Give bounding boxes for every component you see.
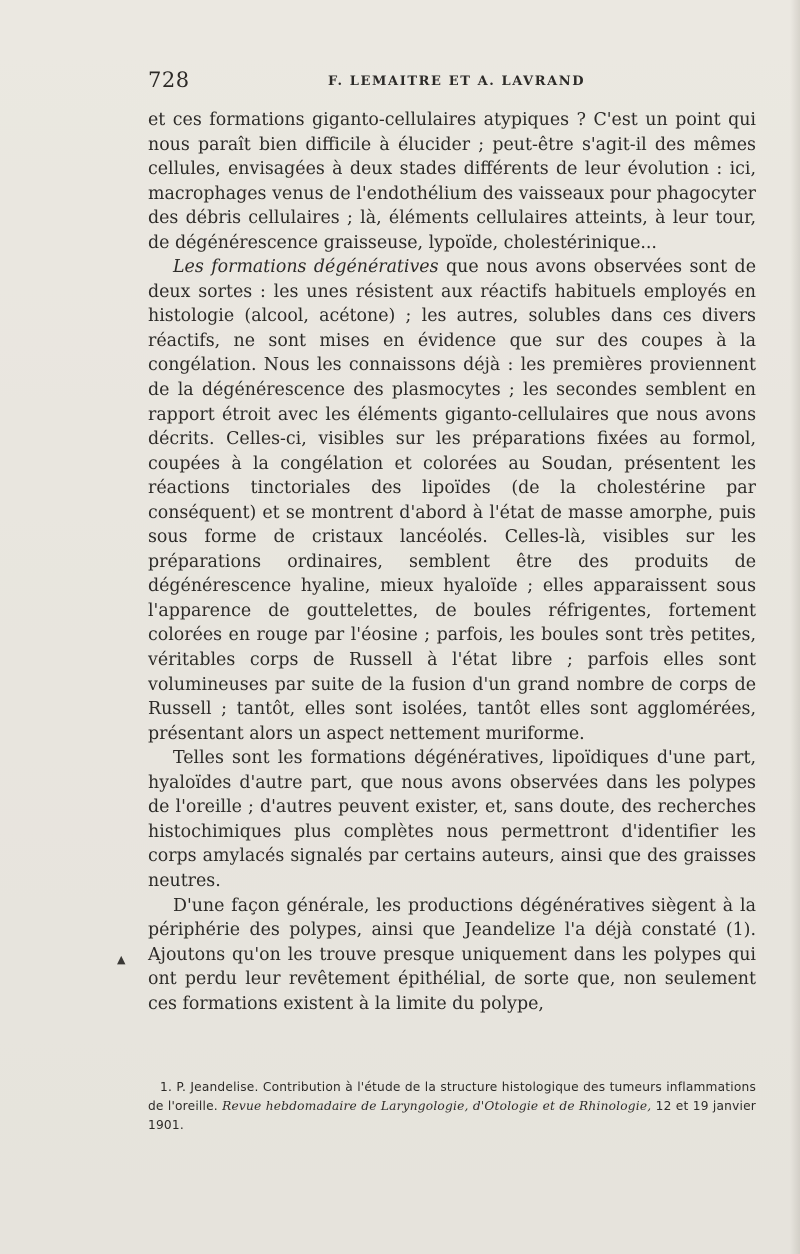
- body-text: [148, 108, 756, 1016]
- margin-arrow-icon: ▲: [117, 953, 126, 966]
- footnote-1: [148, 1078, 756, 1135]
- page-header: [148, 68, 756, 98]
- paragraph-1: et ces formations giganto-cellulaires atypiques ? C'est un point qui nous paraît bien difficile à élucider ; peut-être s'agit-il des mêmes cellules, envisagées à deux stades différents de leur évolution : ici, macrophages venus de l'endothélium des vaisseaux pour phagocyter des débris cellulaires ; là, éléments cellulaires atteints, à leur tour, de dégénérescence graisseuse, lypoïde, cholestérinique...: [148, 110, 756, 253]
- running-title: F. LEMAITRE ET A. LAVRAND: [328, 74, 586, 89]
- paragraph-3: Telles sont les formations dégénératives, lipoïdiques d'une part, hyaloïdes d'autre part, que nous avons observées dans les polypes de l'oreille ; d'autres peuvent exister, et, sans doute, des recherches histochimiques plus complètes nous permettront d'identifier les corps amylacés signalés par certains auteurs, ainsi que des graisses neutres.: [148, 748, 756, 891]
- page-edge-shadow: [790, 0, 800, 1254]
- footnote-date: 12 et 19 janvier 1901.: [148, 1099, 756, 1132]
- paragraph-2: [148, 255, 756, 746]
- footnote-text: 1. P. Jeandelise. Contribution à l'étude de la structure histologique des tumeurs inflammations de l'oreille.: [148, 1080, 756, 1113]
- paragraph-4: D'une façon générale, les productions dégénératives siègent à la périphérie des polypes, ainsi que Jeandelize l'a déjà constaté (1). Ajoutons qu'on les trouve presque uniquement dans les polypes qui ont perdu leur revêtement épithélial, de sorte que, non seulement ces formations existent à la limite du polype,: [148, 895, 756, 1014]
- page-number: 728: [148, 68, 190, 92]
- paragraph-2-text: que nous avons observées sont de deux sortes : les unes résistent aux réactifs habituels employés en histologie (alcool, acétone) ; les autres, solubles dans ces divers réactifs, ne sont mises en évidence que sur des coupes à la congélation. Nous les connaissons déjà : les premières proviennent de la dégénérescence des plasmocytes ; les secondes semblent en rapport étroit avec les éléments giganto-cellulaires que nous avons décrits. Celles-ci, visibles sur les préparations fixées au formol, coupées à la congélation et colorées au Soudan, présentent les réactions tinctoriales des lipoïdes (de la cholestérine par conséquent) et se montrent d'abord à l'état de masse amorphe, puis sous forme de cristaux lancéolés. Celles-là, visibles sur les préparations ordinaires, semblent être des produits de dégénérescence hyaline, mieux hyaloïde ; elles apparaissent sous l'apparence de gouttelettes, de boules réfrigentes, fortement colorées en rouge par l'éosine ; parfois, les boules sont très petites, véritables corps de Russell à l'état libre ; parfois elles sont volumineuses par suite de la fusion d'un grand nombre de corps de Russell ; tantôt, elles sont isolées, tantôt elles sont agglomérées, présentant alors un aspect nettement muriforme.: [148, 257, 756, 744]
- footnote: [148, 1078, 756, 1135]
- footnote-journal: Revue hebdomadaire de Laryngologie, d'Otologie et de Rhinologie,: [222, 1099, 652, 1113]
- paragraph-2-italic-lead: Les formations dégénératives: [173, 257, 439, 278]
